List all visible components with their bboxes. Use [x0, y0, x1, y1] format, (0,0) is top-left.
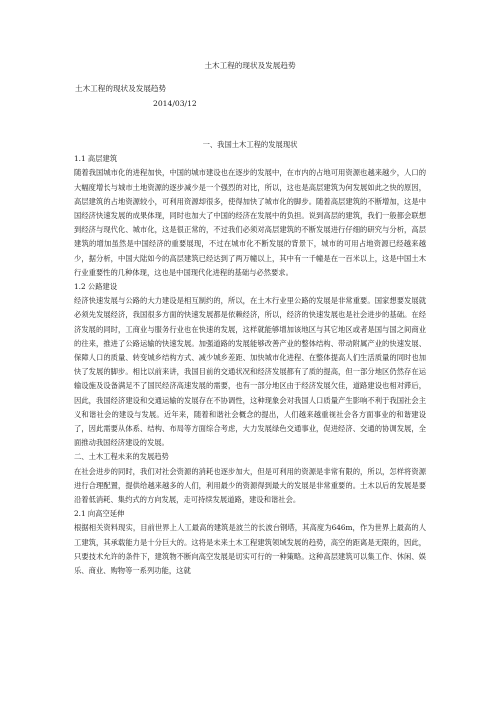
section-heading: 二、土木工程未来的发展趋势 — [74, 452, 169, 462]
document-title: 土木工程的现状及发展趋势 — [204, 61, 296, 70]
document-subtitle: 土木工程的现状及发展趋势 — [75, 84, 167, 93]
subsection-heading: 2.1 向高空延伸 — [74, 509, 125, 519]
document-body — [74, 138, 426, 578]
paragraph: 随着我国城市化的进程加快，中国的城市建设也在逐步的发展中，在市内的占地可用资源也越来越少，人口的大幅度增长与城市土地资源的逐步减少是一个强烈的对比，所以，这也是高层建筑为何发展如此之快的原因，高层建筑的占地资源较小，可利用资源却很多，使得加快了城市化的脚步。随着高层建筑的不断增加，这是中国经济快速发展的成果体现，同时也加大了中国的经济在发展中的负担。说到高层的建筑，我们一般都会联想到经济与现代化、城市化，这是很正常的，不过我们必须对高层建筑的不断发展进行仔细的研究与分析，高层建筑的增加虽然是中国经济的重要展现，不过在城市化不断发展的背景下，城市的可用占地资源已经越来越少，据分析，中国大陆如今的高层建筑已经达到了两万幢以上，其中有一千幢是在一百米以上，这是中国土木行业重要性的几种体现，这也是中国现代化进程的基础与必然要求。 — [74, 168, 426, 277]
subsection-heading: 1.1 高层建筑 — [74, 154, 118, 164]
paragraph: 根据相关资料现实，目前世界上人工最高的建筑是波兰的长波台钢塔，其高度为646m，作为世界上最高的人工建筑，其承载能力是十分巨大的。这将是未来土木工程建筑领域发展的趋势，高空的距离是无限的，因此，只要技术允许的条件下，建筑物不断向高空发展是切实可行的一种策略。这种高层建筑可以集工作、休闲、娱乐、商业、购物等一系列功能，这就 — [74, 523, 426, 576]
section-heading: 一、我国土木工程的发展现状 — [202, 140, 298, 149]
subsection-heading: 1.2 公路建设 — [74, 282, 118, 292]
paragraph: 经济快速发展与公路的大力建设是相互制约的，所以，在土木行业里公路的发展是非常重要。国家想要发展就必须先发展经济，我国很多方面的快速发展都是依赖经济，所以，经济的快速发展也是社会进步的基础。在经济发展的同时，工商业与服务行业也在快速的发展，这样就能够增加该地区与其它地区或者是国与国之间商业的往来，推进了公路运输的快速发展。加强道路的发展能够改善产业的整体结构、带动附属产业的快速发展、保障人口的质量、转变城乡结构方式、减少城乡差距、加快城市化进程、在整体提高人们生活质量的同时也加快了发展的脚步。相比以前来讲，我国目前的交通状况和经济发展都有了质的提高，但一部分地区仍然存在运输设施及设备满足不了国民经济高速发展的需要，也有一部分地区由于经济发展欠佳，道路建设也相对滞后，因此，我国经济建设和交通运输的发展存在不协调性，这种现象会对我国人口质量产生影响不利于我国社会主义和谐社会的建设与发展。近年来，随着和谐社会概念的提出，人们越来越重视社会各方面事业的和谐建设了，因此需要从体系、结构、布局等方面综合考虑，大力发展绿色交通事业，促进经济、交通的协调发展，全面推动我国经济建设的发展。 — [74, 296, 426, 448]
document-date: 2014/03/12 — [153, 99, 197, 108]
paragraph: 在社会进步的同时，我们对社会资源的消耗也逐步加大，但是可利用的资源是非常有限的，所以，怎样将资源进行合理配置，提供给越来越多的人们，利用最少的资源得到最大的发展是非常重要的。土木以后的发展是要沿着低消耗、集约式的方向发展，走可持续发展道路，建设和谐社会。 — [74, 466, 426, 505]
